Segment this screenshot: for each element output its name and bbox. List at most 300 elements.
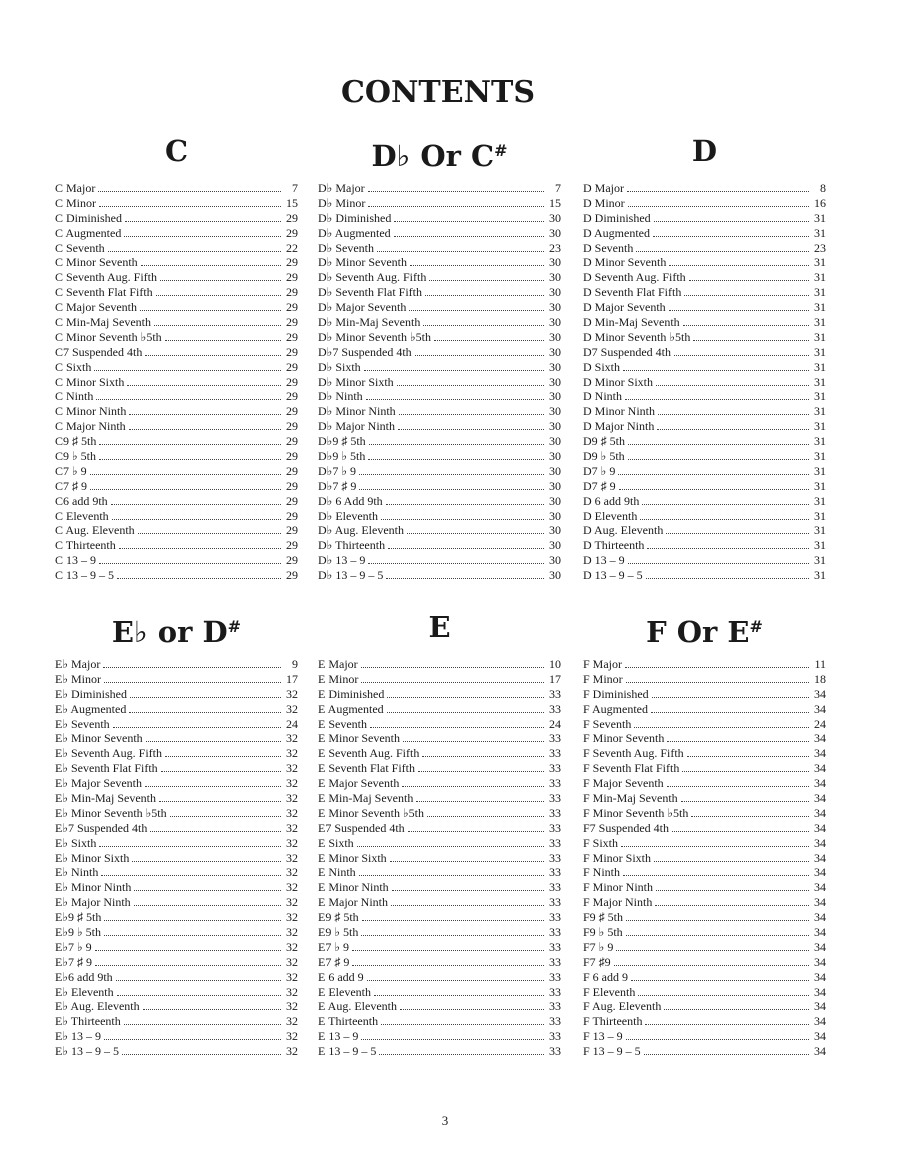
entry-page-number: 22	[286, 240, 298, 255]
toc-entry	[55, 449, 298, 464]
entry-page-number: 31	[814, 553, 826, 568]
dot-leader	[625, 666, 809, 668]
toc-entry	[318, 196, 561, 211]
entry-label: E♭ Minor Seventh	[55, 731, 143, 746]
entry-page-number: 30	[549, 285, 561, 300]
dot-leader	[368, 562, 544, 564]
dot-leader	[664, 1008, 809, 1010]
entry-label: E♭9 ♯ 5th	[55, 910, 102, 925]
toc-entry	[318, 880, 561, 895]
entry-label: E 13 – 9 – 5	[318, 1044, 377, 1059]
entry-label: F Seventh	[583, 716, 632, 731]
entry-label: D♭ 6 Add 9th	[318, 493, 383, 508]
toc-entry	[583, 509, 826, 524]
dot-leader	[357, 845, 544, 847]
dot-leader	[134, 889, 281, 891]
entry-label: D Seventh Aug. Fifth	[583, 270, 686, 285]
entry-label: E7 ♭ 9	[318, 939, 349, 954]
toc-entry	[55, 1014, 298, 1029]
entry-page-number: 33	[549, 910, 561, 925]
entry-label: C 13 – 9 – 5	[55, 568, 115, 583]
toc-entry	[55, 836, 298, 851]
dot-leader	[361, 934, 544, 936]
entry-page-number: 30	[549, 389, 561, 404]
toc-entry	[583, 538, 826, 553]
entry-label: E Minor Ninth	[318, 880, 389, 895]
dot-leader	[625, 398, 809, 400]
toc-entry	[583, 494, 826, 509]
dot-leader	[387, 711, 544, 713]
toc-entry	[55, 568, 298, 583]
toc-entry	[55, 985, 298, 1000]
entry-page-number: 33	[549, 701, 561, 716]
entry-label: F Minor	[583, 671, 623, 686]
entry-label: F 6 add 9	[583, 969, 628, 984]
entry-label: F Major Ninth	[583, 895, 653, 910]
entry-label: E♭ Thirteenth	[55, 1014, 121, 1029]
toc-entry	[55, 1029, 298, 1044]
entry-page-number: 8	[820, 181, 826, 195]
entry-page-number: 30	[549, 359, 561, 374]
section-e	[318, 609, 561, 1059]
dot-leader	[368, 458, 544, 460]
entry-page-number: 29	[286, 538, 298, 553]
entry-page-number: 34	[814, 820, 826, 835]
dot-leader	[390, 860, 544, 862]
entry-page-number: 30	[549, 374, 561, 389]
entry-page-number: 33	[549, 880, 561, 895]
dot-leader	[392, 889, 544, 891]
entry-label: D Minor	[583, 195, 625, 210]
dot-leader	[693, 339, 809, 341]
dot-leader	[361, 681, 544, 683]
dot-leader	[145, 785, 281, 787]
dot-leader	[98, 190, 281, 192]
entry-page-number: 30	[549, 300, 561, 315]
entry-page-number: 32	[286, 925, 298, 940]
entry-page-number: 23	[814, 240, 826, 255]
entry-label: C Minor Ninth	[55, 404, 127, 419]
entry-label: E7 Suspended 4th	[318, 820, 405, 835]
dot-leader	[666, 532, 809, 534]
entry-label: F9 ♭ 5th	[583, 925, 623, 940]
entry-page-number: 29	[286, 523, 298, 538]
toc-entry	[318, 300, 561, 315]
dot-leader	[141, 264, 281, 266]
entry-label: D Major	[583, 181, 624, 195]
dot-leader	[651, 711, 809, 713]
dot-leader	[400, 1008, 544, 1010]
toc-entry	[583, 568, 826, 583]
entry-label: C7 ♭ 9	[55, 463, 87, 478]
toc-entry	[318, 970, 561, 985]
page-number: 3	[441, 1113, 449, 1128]
entry-label: D♭ 13 – 9 – 5	[318, 568, 384, 583]
toc-entry	[318, 226, 561, 241]
entry-label: E 6 add 9	[318, 969, 364, 984]
entry-page-number: 29	[286, 285, 298, 300]
toc-entry	[318, 1014, 561, 1029]
entry-label: E♭6 add 9th	[55, 969, 113, 984]
entry-label: C9 ♭ 5th	[55, 449, 96, 464]
dot-leader	[150, 830, 281, 832]
dot-leader	[409, 309, 544, 311]
dot-leader	[394, 235, 544, 237]
entry-label: F Minor Seventh ♭5th	[583, 805, 689, 820]
entry-page-number: 17	[549, 671, 561, 686]
entry-page-number: 31	[814, 523, 826, 538]
entry-page-number: 29	[286, 344, 298, 359]
toc-entry	[55, 404, 298, 419]
dot-leader	[130, 696, 281, 698]
dot-leader	[623, 369, 809, 371]
entry-label: F Diminished	[583, 686, 649, 701]
toc-entry	[318, 1029, 561, 1044]
entry-page-number: 32	[286, 895, 298, 910]
dot-leader	[117, 577, 281, 579]
entry-page-number: 34	[814, 701, 826, 716]
toc-entry	[583, 404, 826, 419]
dot-leader	[642, 503, 809, 505]
entry-list	[583, 181, 826, 583]
entry-page-number: 34	[814, 925, 826, 940]
dot-leader	[653, 235, 809, 237]
entry-page-number: 30	[549, 449, 561, 464]
toc-entry	[583, 479, 826, 494]
entry-page-number: 29	[286, 449, 298, 464]
entry-label: C Minor Seventh	[55, 255, 138, 270]
entry-label: E♭ Eleventh	[55, 984, 114, 999]
dot-leader	[112, 518, 281, 520]
entry-label: F Major	[583, 657, 622, 671]
dot-leader	[359, 473, 544, 475]
dot-leader	[90, 473, 281, 475]
entry-label: D7 ♭ 9	[583, 463, 616, 478]
entry-label: E♭7 ♭ 9	[55, 939, 92, 954]
entry-label: E9 ♭ 5th	[318, 925, 359, 940]
dot-leader	[140, 309, 281, 311]
entry-label: E♭ Major Seventh	[55, 776, 142, 791]
toc-entry	[55, 880, 298, 895]
dot-leader	[645, 1023, 809, 1025]
entry-page-number: 32	[286, 791, 298, 806]
toc-entry	[583, 925, 826, 940]
toc-entry	[55, 672, 298, 687]
entry-page-number: 32	[286, 850, 298, 865]
entry-label: F9 ♯ 5th	[583, 910, 624, 925]
entry-page-number: 30	[549, 419, 561, 434]
toc-entry	[55, 494, 298, 509]
toc-entry	[55, 806, 298, 821]
toc-entry	[55, 375, 298, 390]
entry-page-number: 34	[814, 776, 826, 791]
entry-page-number: 9	[292, 657, 298, 671]
entry-label: E♭ Minor Sixth	[55, 850, 130, 865]
entry-label: E♭9 ♭ 5th	[55, 925, 101, 940]
dot-leader	[156, 294, 281, 296]
entry-page-number: 7	[555, 181, 561, 195]
toc-entry	[318, 851, 561, 866]
entry-label: E♭ Augmented	[55, 701, 127, 716]
section-heading	[55, 133, 298, 169]
entry-page-number: 33	[549, 865, 561, 880]
toc-entry	[318, 687, 561, 702]
toc-entry	[583, 330, 826, 345]
dot-leader	[631, 979, 809, 981]
entry-label: E Minor Sixth	[318, 850, 387, 865]
toc-entry	[318, 181, 561, 196]
entry-label: E Major Seventh	[318, 776, 400, 791]
entry-label: D♭ Augmented	[318, 225, 391, 240]
toc-entry	[318, 731, 561, 746]
toc-entry	[55, 776, 298, 791]
dot-leader	[427, 815, 544, 817]
toc-entry	[55, 821, 298, 836]
entry-page-number: 31	[814, 568, 826, 583]
toc-entry	[583, 523, 826, 538]
entry-page-number: 33	[549, 850, 561, 865]
entry-page-number: 33	[549, 746, 561, 761]
entry-page-number: 34	[814, 969, 826, 984]
dot-leader	[655, 904, 809, 906]
entry-page-number: 30	[549, 434, 561, 449]
entry-page-number: 34	[814, 835, 826, 850]
entry-page-number: 32	[286, 880, 298, 895]
dot-leader	[684, 294, 809, 296]
toc-entry	[55, 791, 298, 806]
dot-leader	[636, 250, 809, 252]
dot-leader	[127, 384, 281, 386]
entry-label: E Aug. Eleventh	[318, 999, 397, 1014]
entry-page-number: 32	[286, 1014, 298, 1029]
entry-page-number: 30	[549, 568, 561, 583]
toc-entry	[318, 568, 561, 583]
toc-entry	[583, 345, 826, 360]
entry-page-number: 15	[286, 195, 298, 210]
entry-page-number: 32	[286, 835, 298, 850]
entry-page-number: 31	[814, 285, 826, 300]
entry-label: F 13 – 9	[583, 1029, 623, 1044]
entry-label: D Seventh Flat Fifth	[583, 285, 682, 300]
entry-label: D Aug. Eleventh	[583, 523, 664, 538]
entry-page-number: 34	[814, 731, 826, 746]
entry-page-number: 34	[814, 850, 826, 865]
entry-page-number: 7	[292, 181, 298, 195]
entry-label: D♭ Seventh	[318, 240, 374, 255]
dot-leader	[366, 398, 544, 400]
toc-entry	[55, 925, 298, 940]
toc-entry	[583, 196, 826, 211]
entry-page-number: 34	[814, 880, 826, 895]
entry-label: D♭7 ♯ 9	[318, 478, 357, 493]
entry-page-number: 32	[286, 701, 298, 716]
toc-entry	[318, 895, 561, 910]
dot-leader	[361, 1038, 544, 1040]
entry-label: F Major Seventh	[583, 776, 664, 791]
toc-entry	[318, 657, 561, 672]
toc-entry	[318, 255, 561, 270]
entry-label: D7 ♯ 9	[583, 478, 616, 493]
toc-entry	[583, 553, 826, 568]
toc-entry	[55, 241, 298, 256]
entry-label: C Min-Maj Seventh	[55, 315, 151, 330]
dot-leader	[165, 755, 281, 757]
entry-page-number: 34	[814, 761, 826, 776]
toc-entry	[55, 731, 298, 746]
entry-page-number: 18	[814, 671, 826, 686]
toc-entry	[318, 241, 561, 256]
dot-leader	[627, 190, 809, 192]
entry-label: D♭7 ♭ 9	[318, 463, 356, 478]
dot-leader	[99, 205, 281, 207]
entry-page-number: 31	[814, 538, 826, 553]
toc-entry	[583, 300, 826, 315]
entry-page-number: 32	[286, 910, 298, 925]
toc-entry	[318, 345, 561, 360]
entry-label: C Augmented	[55, 225, 122, 240]
entry-page-number: 33	[549, 731, 561, 746]
section-heading-text: E	[428, 610, 451, 644]
entry-label: D9 ♭ 5th	[583, 449, 625, 464]
entry-page-number: 29	[286, 315, 298, 330]
entry-page-number: 31	[814, 300, 826, 315]
entry-page-number: 24	[549, 716, 561, 731]
entry-page-number: 30	[549, 493, 561, 508]
toc-entry	[318, 761, 561, 776]
entry-label: D♭ Aug. Eleventh	[318, 523, 404, 538]
entry-page-number: 33	[549, 1014, 561, 1029]
entry-label: D Minor Ninth	[583, 404, 655, 419]
dot-leader	[407, 532, 544, 534]
toc-entry	[318, 270, 561, 285]
entry-page-number: 30	[549, 255, 561, 270]
dot-leader	[165, 339, 281, 341]
toc-entry	[583, 955, 826, 970]
entry-label: E♭ Aug. Eleventh	[55, 999, 140, 1014]
entry-list	[55, 657, 298, 1059]
toc-entry	[318, 419, 561, 434]
dot-leader	[154, 324, 281, 326]
entry-page-number: 33	[549, 686, 561, 701]
toc-entry	[583, 836, 826, 851]
entry-page-number: 32	[286, 761, 298, 776]
toc-entry	[55, 865, 298, 880]
dot-leader	[397, 384, 544, 386]
section-heading-sharp: #	[494, 141, 508, 160]
dot-leader	[364, 369, 544, 371]
entry-label: E Seventh	[318, 716, 367, 731]
entry-label: E♭ Seventh Aug. Fifth	[55, 746, 162, 761]
toc-entry	[583, 806, 826, 821]
toc-entry	[583, 434, 826, 449]
entry-page-number: 16	[814, 195, 826, 210]
entry-label: F Thirteenth	[583, 1014, 643, 1029]
entry-page-number: 32	[286, 939, 298, 954]
toc-entry	[583, 315, 826, 330]
toc-entry	[318, 449, 561, 464]
entry-page-number: 34	[814, 865, 826, 880]
entry-page-number: 31	[814, 493, 826, 508]
entry-label: D Thirteenth	[583, 538, 645, 553]
entry-label: D♭ Minor Sixth	[318, 374, 394, 389]
dot-leader	[626, 1038, 809, 1040]
entry-page-number: 33	[549, 984, 561, 999]
dot-leader	[99, 443, 281, 445]
entry-label: E Eleventh	[318, 984, 371, 999]
entry-label: D Minor Seventh	[583, 255, 667, 270]
toc-entry	[318, 1044, 561, 1059]
dot-leader	[104, 919, 281, 921]
section-heading-sharp: #	[749, 617, 763, 636]
entry-page-number: 34	[814, 910, 826, 925]
entry-label: C Major Ninth	[55, 419, 126, 434]
entry-label: D♭ Minor Ninth	[318, 404, 396, 419]
entry-label: D Eleventh	[583, 508, 638, 523]
entry-page-number: 32	[286, 820, 298, 835]
toc-entry	[318, 553, 561, 568]
toc-entry	[318, 776, 561, 791]
dot-leader	[398, 428, 544, 430]
dot-leader	[691, 815, 809, 817]
dot-leader	[674, 354, 809, 356]
toc-entry	[55, 940, 298, 955]
entry-page-number: 29	[286, 300, 298, 315]
toc-entry	[55, 285, 298, 300]
entry-page-number: 31	[814, 329, 826, 344]
entry-label: D♭ Sixth	[318, 359, 361, 374]
toc-entry	[583, 285, 826, 300]
toc-entry	[583, 449, 826, 464]
entry-label: D♭ Diminished	[318, 210, 392, 225]
toc-entry	[55, 345, 298, 360]
dot-leader	[672, 830, 809, 832]
toc-entry	[318, 702, 561, 717]
dot-leader	[94, 369, 281, 371]
entry-page-number: 30	[549, 225, 561, 240]
toc-entry	[583, 241, 826, 256]
toc-entry	[318, 523, 561, 538]
entry-label: D Major Seventh	[583, 300, 666, 315]
dot-leader	[104, 681, 281, 683]
entry-label: C Thirteenth	[55, 538, 116, 553]
dot-leader	[652, 696, 809, 698]
dot-leader	[434, 339, 544, 341]
toc-entry	[318, 910, 561, 925]
dot-leader	[368, 190, 544, 192]
entry-page-number: 29	[286, 374, 298, 389]
toc-entry	[318, 821, 561, 836]
toc-entry	[583, 999, 826, 1014]
entry-label: E 13 – 9	[318, 1029, 359, 1044]
entry-page-number: 15	[549, 195, 561, 210]
entry-page-number: 33	[549, 1044, 561, 1059]
toc-entry	[55, 553, 298, 568]
toc-entry	[55, 687, 298, 702]
dot-leader	[103, 666, 281, 668]
section-f	[583, 609, 826, 1059]
entry-label: E Minor	[318, 671, 359, 686]
entry-page-number: 31	[814, 389, 826, 404]
toc-entry	[55, 851, 298, 866]
dot-leader	[377, 250, 544, 252]
toc-entry	[583, 464, 826, 479]
entry-page-number: 31	[814, 419, 826, 434]
entry-page-number: 29	[286, 210, 298, 225]
dot-leader	[654, 220, 809, 222]
dot-leader	[119, 547, 281, 549]
section-heading-text: D	[691, 134, 718, 168]
toc-entry	[55, 226, 298, 241]
